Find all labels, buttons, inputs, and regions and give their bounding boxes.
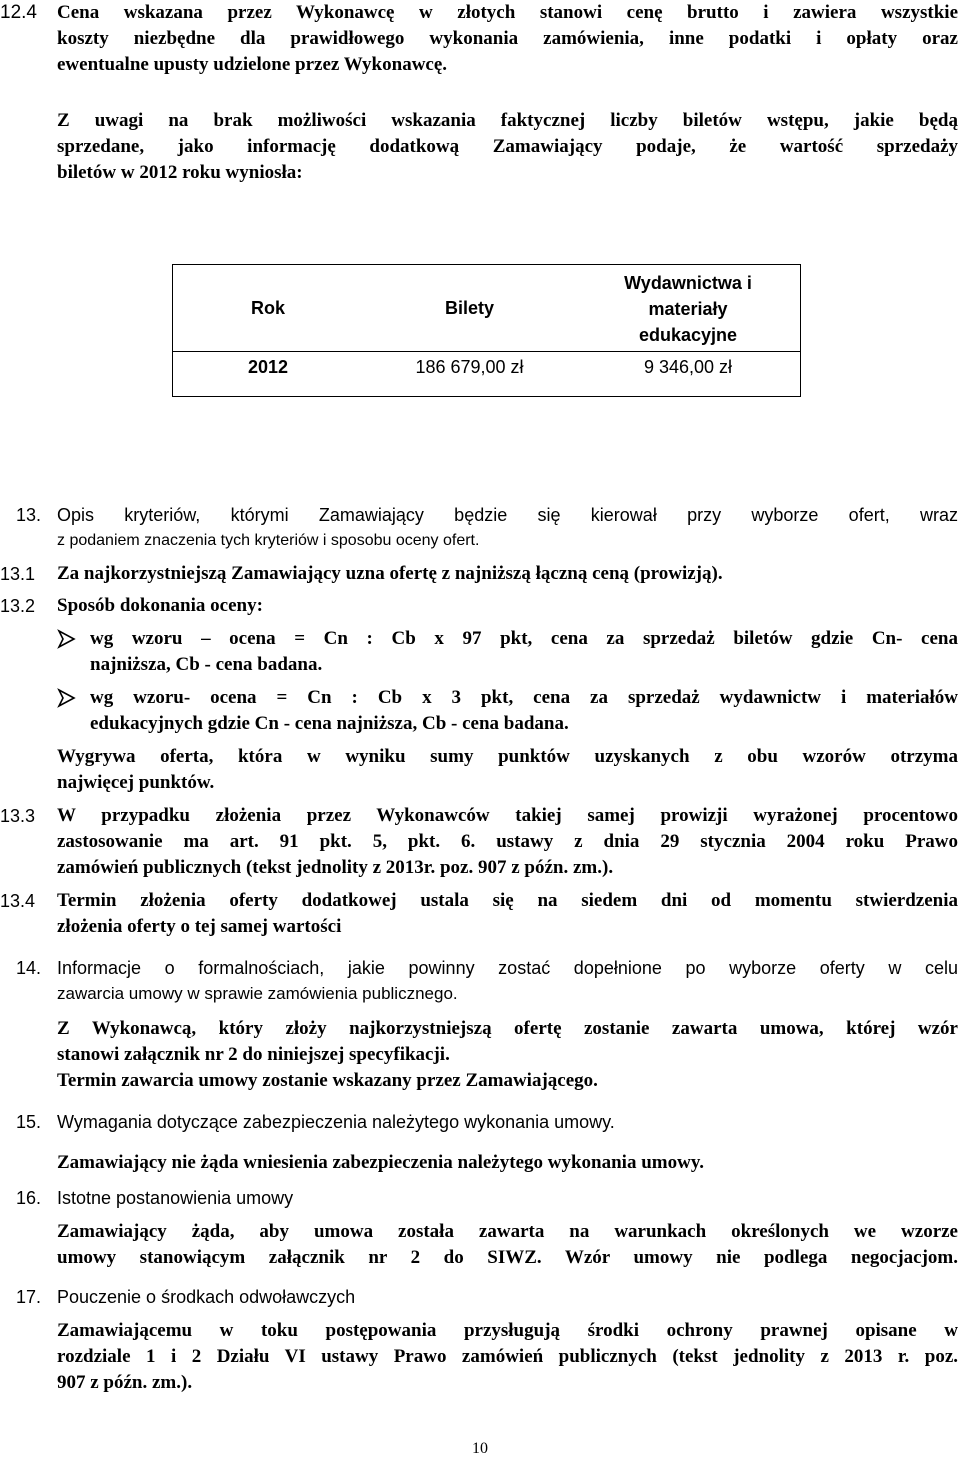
- section-title: Istotne postanowienia umowy: [57, 1188, 294, 1208]
- section-title: Sposób dokonania oceny:: [57, 595, 263, 616]
- text-line: Cena wskazana przez Wykonawcę w złotych stanowi cenę brutto i zawiera wszystkie: [57, 2, 958, 23]
- sales-table: [172, 264, 801, 397]
- text-line: zawarcia umowy w sprawie zamówienia publicznego.: [57, 984, 458, 1003]
- bullet-text: [90, 685, 958, 737]
- text-line: zamówień publicznych (tekst jednolity z 2013r. poz. 907 z późn. zm.).: [57, 857, 614, 878]
- text-line: rozdziale 1 i 2 Działu VI ustawy Prawo zamówień publicznych (tekst jednolity z 2013 r. poz.: [57, 1346, 958, 1367]
- header-line: materiały: [648, 299, 728, 319]
- text-line: Z uwagi na brak możliwości wskazania faktycznej liczby biletów wstępu, jakie będą: [57, 110, 958, 131]
- text-line: Zamawiający żąda, aby umowa została zawarta na warunkach określonych we wzorze: [57, 1221, 958, 1242]
- header-line: edukacyjne: [638, 325, 738, 345]
- text-line: Termin zawarcia umowy zostanie wskazany przez Zamawiającego.: [57, 1070, 598, 1091]
- section-text: [57, 0, 958, 78]
- security-info: Zamawiający nie żąda wniesienia zabezpieczenia należytego wykonania umowy.: [57, 1152, 705, 1173]
- section-number: 17.: [16, 1287, 42, 1307]
- cell-publications: 9 346,00 zł: [576, 352, 801, 397]
- table-row: [173, 352, 801, 397]
- section-number: 13.: [16, 505, 42, 525]
- section-number: 12.4: [0, 2, 37, 23]
- cell-year: 2012: [173, 352, 364, 397]
- section-text: [57, 955, 958, 1007]
- section-number: 16.: [16, 1188, 42, 1208]
- header-year: Rok: [250, 297, 285, 318]
- section-text: [57, 888, 958, 940]
- section-title: Pouczenie o środkach odwoławczych: [57, 1287, 356, 1307]
- text-line: najwięcej punktów.: [57, 772, 215, 793]
- page-number: 10: [472, 1440, 488, 1457]
- text-line: wg wzoru- ocena = Cn : Cb x 3 pkt, cena za sprzedaż wydawnictw i materiałów: [90, 687, 958, 708]
- header-tickets: Bilety: [444, 297, 495, 318]
- section-number: 13.1: [0, 564, 36, 584]
- ticket-sales-info: [57, 108, 958, 186]
- section-text: Za najkorzystniejszą Zamawiający uzna ofertę z najniższą łączną ceną (prowizją).: [57, 563, 723, 584]
- text-line: zastosowanie ma art. 91 pkt. 5, pkt. 6. ustawy z dnia 29 stycznia 2004 roku Prawo: [57, 831, 958, 852]
- contract-info: [57, 1016, 958, 1094]
- section-text: [57, 502, 958, 554]
- legal-remedies: [57, 1318, 958, 1396]
- text-line: złożenia oferty o tej samej wartości: [57, 916, 342, 937]
- section-number: 13.4: [0, 891, 36, 911]
- text-line: Wygrywa oferta, która w wyniku sumy punktów uzyskanych z obu wzorów otrzyma: [57, 746, 958, 767]
- arrow-bullet-icon: [57, 687, 77, 709]
- text-line: Informacje o formalnościach, jakie powinny zostać dopełnione po wyborze oferty w celu: [57, 958, 958, 978]
- bullet-text: [90, 626, 958, 678]
- section-title: Wymagania dotyczące zabezpieczenia należytego wykonania umowy.: [57, 1112, 615, 1132]
- table-header-row: [173, 265, 801, 352]
- text-line: ewentualne upusty udzielone przez Wykonawcę.: [57, 54, 448, 75]
- text-line: Z Wykonawcą, który złoży najkorzystniejszą ofertę zostanie zawarta umowa, której wzór: [57, 1018, 958, 1039]
- header-publications: [576, 265, 801, 352]
- text-line: edukacyjnych gdzie Cn - cena najniższa, Cb - cena badana.: [90, 713, 569, 734]
- section-number: 13.2: [0, 596, 36, 616]
- text-line: koszty niezbędne dla prawidłowego wykonania zamówienia, inne podatki i opłaty oraz: [57, 28, 958, 49]
- text-line: Opis kryteriów, którymi Zamawiający będzie się kierował przy wyborze ofert, wraz: [57, 505, 958, 525]
- text-line: z podaniem znaczenia tych kryteriów i sposobu oceny ofert.: [57, 532, 480, 549]
- text-line: W przypadku złożenia przez Wykonawców takiej samej prowizji wyrażonej procentowo: [57, 805, 958, 826]
- cell-tickets: 186 679,00 zł: [363, 352, 576, 397]
- contract-terms: [57, 1219, 958, 1271]
- text-line: Termin złożenia oferty dodatkowej ustala się na siedem dni od momentu stwierdzenia: [57, 890, 958, 911]
- evaluation-result: [57, 744, 958, 796]
- section-text: [57, 803, 958, 881]
- section-number: 14.: [16, 958, 42, 978]
- header-line: Wydawnictwa i: [624, 273, 752, 293]
- section-number: 13.3: [0, 806, 36, 826]
- text-line: biletów w 2012 roku wyniosła:: [57, 162, 303, 183]
- text-line: najniższa, Cb - cena badana.: [90, 654, 323, 675]
- text-line: sprzedane, jako informację dodatkową Zamawiający podaje, że wartość sprzedaży: [57, 136, 958, 157]
- text-line: Zamawiającemu w toku postępowania przysługują środki ochrony prawnej opisane w: [57, 1320, 958, 1341]
- arrow-bullet-icon: [57, 628, 77, 650]
- text-line: umowy stanowiącym załącznik nr 2 do SIWZ. Wzór umowy nie podlega negocjacjom.: [57, 1247, 958, 1268]
- text-line: stanowi załącznik nr 2 do niniejszej specyfikacji.: [57, 1044, 450, 1065]
- text-line: wg wzoru – ocena = Cn : Cb x 97 pkt, cena za sprzedaż biletów gdzie Cn- cena: [90, 628, 958, 649]
- section-number: 15.: [16, 1112, 42, 1132]
- text-line: 907 z późn. zm.).: [57, 1372, 193, 1393]
